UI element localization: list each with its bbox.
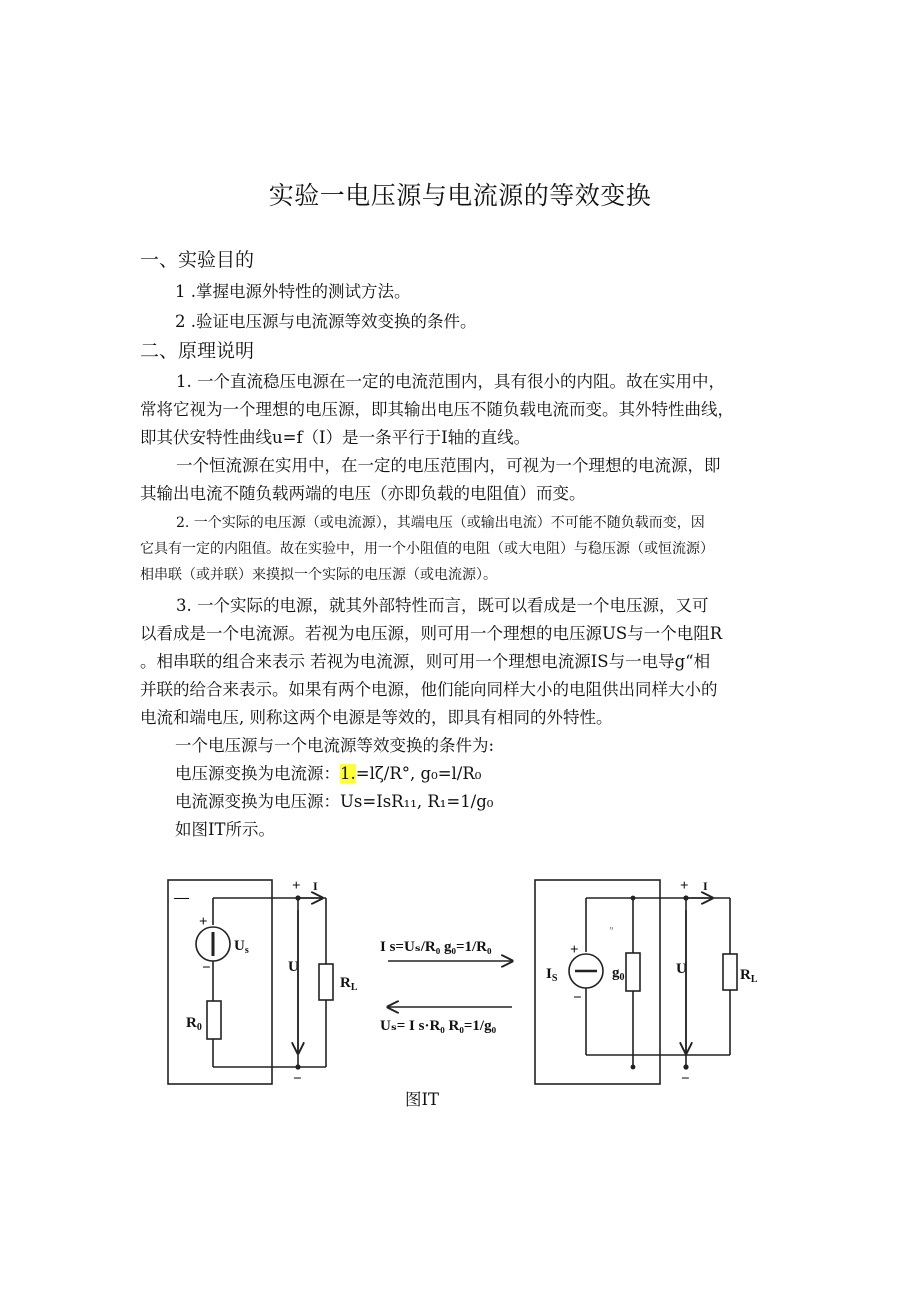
left-source-label: $U_s$ — [234, 938, 249, 956]
right-terminal-top — [683, 895, 688, 900]
principle-p1-line3: 即其伏安特性曲线u=f（I）是一条平行于I轴的直线。 — [140, 428, 531, 447]
condition-2-formula: Us=IsR₁₁, R₁=1/g₀ — [340, 792, 494, 811]
left-terminal-top — [295, 895, 300, 900]
left-terminal-bottom — [295, 1064, 300, 1069]
right-source-minus: − — [573, 990, 582, 1006]
resistor-r0 — [207, 1001, 221, 1039]
purpose-item-2: 2 .验证电压源与电流源等效变换的条件。 — [175, 312, 477, 331]
right-plus-terminal: + — [680, 878, 689, 894]
condition-voltage-to-current — [175, 760, 481, 784]
left-rl-label: $R_L$ — [340, 975, 358, 993]
right-current-label: I — [703, 879, 708, 893]
figure-caption: 图IT — [405, 1090, 440, 1109]
right-source-label: $I_S$ — [546, 966, 558, 984]
principle-p4-line3: 。相串联的组合来表示 若视为电流源，则可用一个理想电流源IS与一电导g“相 — [140, 652, 711, 671]
right-small-mark: ᵘ — [610, 924, 613, 934]
resistor-rl-right — [723, 954, 737, 990]
condition-current-to-voltage — [175, 788, 493, 812]
condition-1-formula: =lζ/R°, g₀=l/R₀ — [355, 764, 482, 783]
right-junction-bottom — [631, 1065, 636, 1070]
principle-p3-line3: 相串联（或并联）来摸拟一个实际的电压源（或电流源）。 — [140, 567, 497, 583]
left-source-minus: − — [202, 960, 211, 976]
condition-2-label: 电流源变换为电压源： — [175, 792, 340, 811]
equivalence-circuit-figure — [0, 870, 920, 1130]
principle-p2-line2: 其输出电流不随负载两端的电压（亦即负载的电阻值）而变。 — [140, 484, 586, 503]
right-rl-label: $R_L$ — [740, 967, 758, 985]
right-junction-top — [631, 896, 636, 901]
left-current-label: I — [313, 879, 318, 893]
left-r0-label: $R_0$ — [186, 1015, 202, 1033]
left-voltage-label: U — [288, 959, 299, 975]
principle-p3-line2: 它具有一定的内阻值。故在实验中，用一个小阻值的电阻（或大电阻）与稳压源（或恒流源） — [140, 541, 714, 557]
figure-reference: 如图IT所示。 — [175, 820, 276, 839]
condition-1-highlight: 1. — [340, 764, 356, 783]
principle-p4-line4: 并联的给合来表示。如果有两个电源，他们能向同样大小的电阻供出同样大小的 — [140, 680, 718, 699]
arrow-bottom-formula: Uₛ= I s·R₀ R₀=1/g₀ — [380, 1018, 497, 1034]
condition-1-label: 电压源变换为电流源： — [175, 764, 340, 783]
left-minus-terminal: − — [293, 1071, 302, 1087]
section-heading-purpose: 一、实验目的 — [140, 249, 255, 271]
arrow-top-formula: I s=Uₛ/R₀ g₀=1/R₀ — [380, 939, 492, 955]
left-plus-terminal: + — [292, 878, 301, 894]
resistor-rl-left — [319, 964, 333, 1000]
condition-intro: 一个电压源与一个电流源等效变换的条件为: — [175, 736, 495, 755]
principle-p1-line2: 常将它视为一个理想的电压源，即其输出电压不随负载电流而变。其外特性曲线， — [140, 400, 734, 419]
right-g0-label: $g_0$ — [612, 965, 625, 983]
left-source-enclosure — [168, 880, 272, 1084]
principle-p4-line5: 电流和端电压, 则称这两个电源是等效的，即具有相同的外特性。 — [140, 708, 613, 727]
page-title: 实验一电压源与电流源的等效变换 — [268, 181, 652, 210]
right-voltage-label: U — [676, 961, 687, 977]
principle-p3-line1: 2. 一个实际的电压源（或电流源），其端电压（或输出电流）不可能不随负载而变，因 — [176, 515, 705, 531]
left-source-plus: + — [199, 914, 208, 930]
principle-p1-line1: 1. 一个直流稳压电源在一定的电流范围内，具有很小的内阻。故在实用中， — [176, 372, 725, 391]
principle-p2-line1: 一个恒流源在实用中，在一定的电压范围内，可视为一个理想的电流源，即 — [176, 456, 721, 475]
left-corner-minus: — — [174, 890, 189, 906]
conductance-g0 — [626, 953, 640, 991]
section-heading-principle: 二、原理说明 — [140, 340, 255, 362]
purpose-item-1: 1 .掌握电源外特性的测试方法。 — [175, 282, 411, 301]
principle-p4-line1: 3. 一个实际的电源，就其外部特性而言，既可以看成是一个电压源，又可 — [176, 596, 709, 615]
principle-p4-line2: 以看成是一个电流源。若视为电压源，则可用一个理想的电压源US与一个电阻R — [140, 624, 723, 643]
right-minus-terminal: − — [681, 1071, 690, 1087]
right-terminal-bottom — [683, 1064, 688, 1069]
right-source-plus: + — [570, 942, 579, 958]
